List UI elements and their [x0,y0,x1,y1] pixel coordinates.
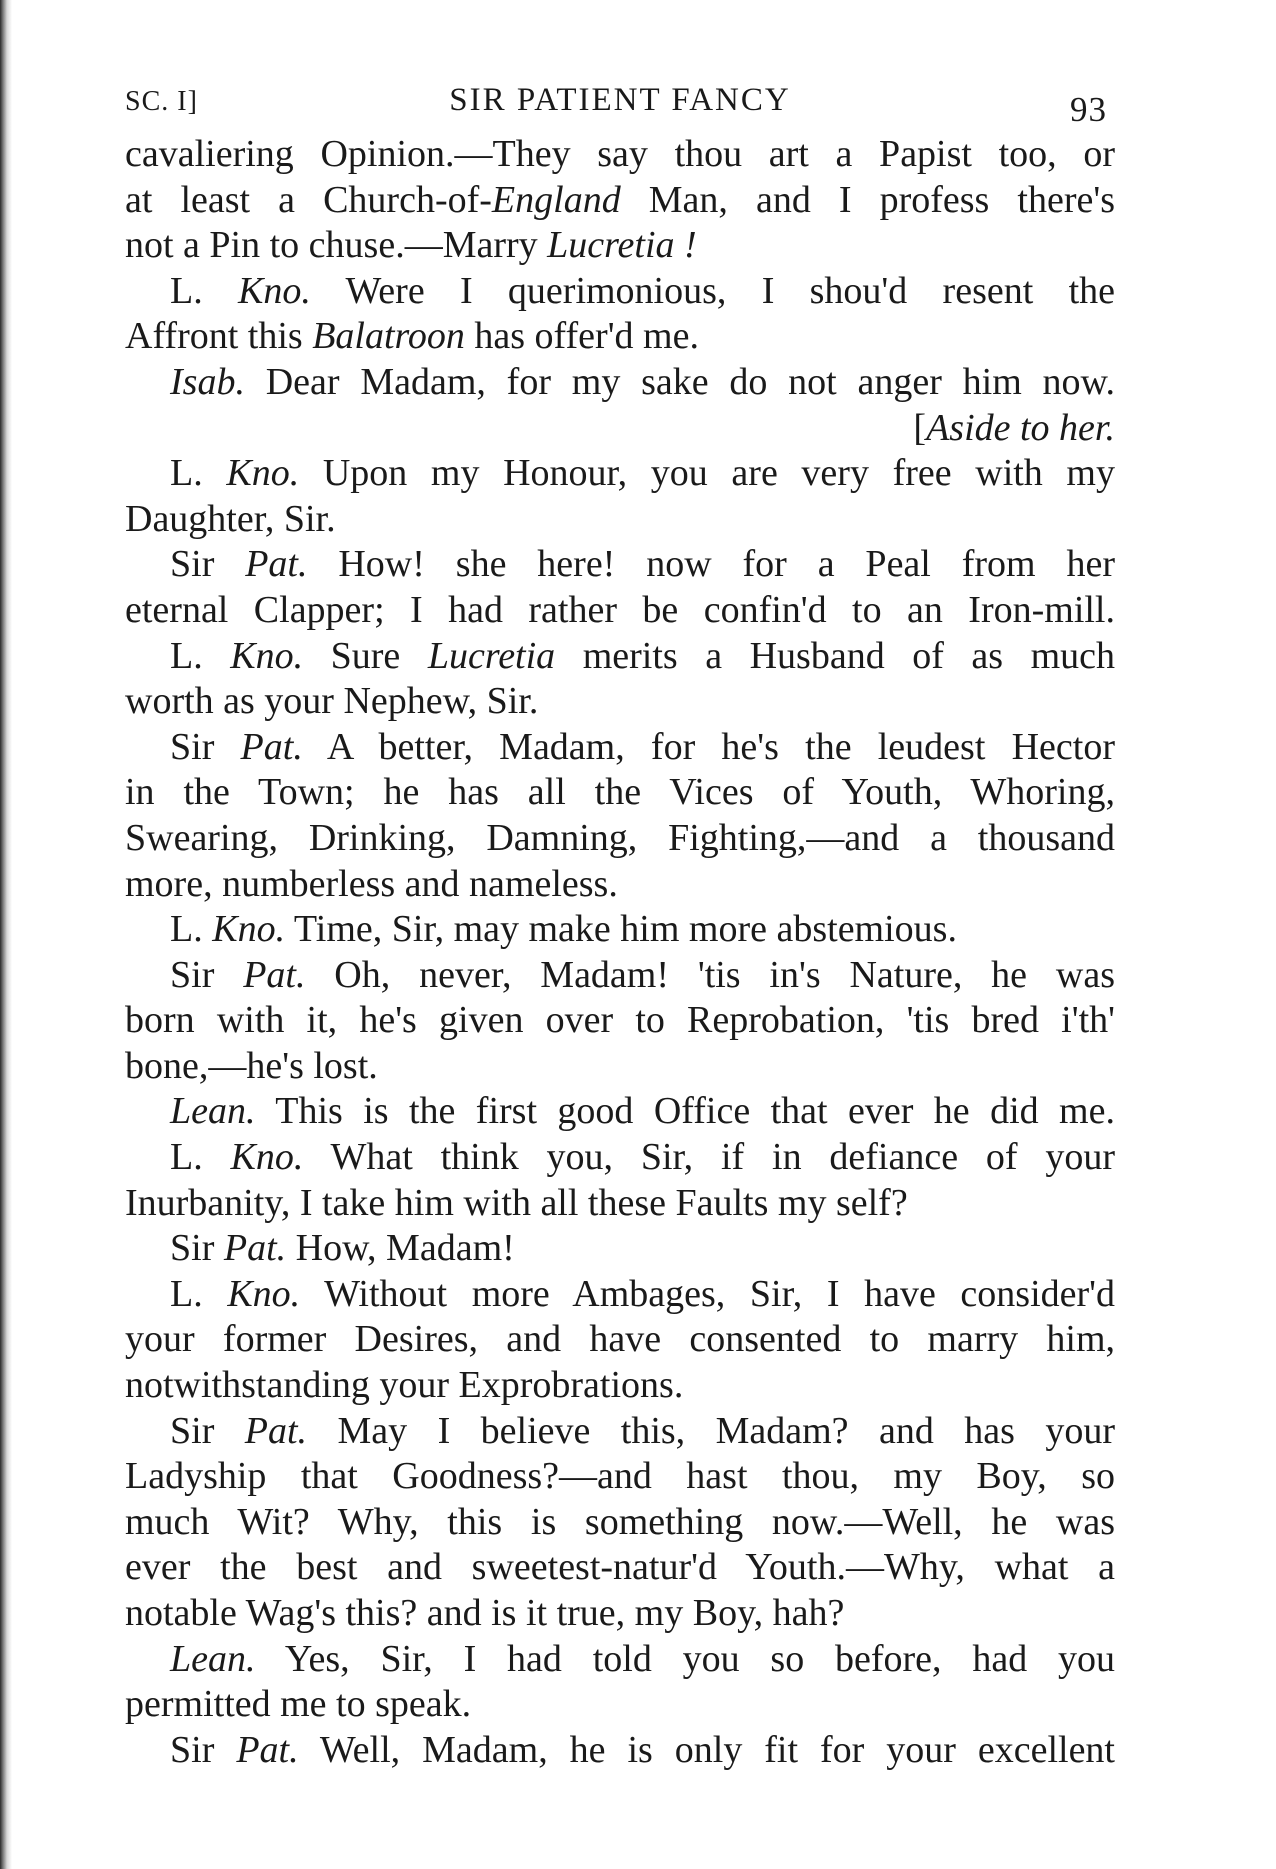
speech-line: L. Kno. Sure Lucretia merits a Husband of as much [170,634,1115,677]
text-line: Affront this Balatroon has offer'd me. [125,315,699,358]
speech-line: L. Kno. Without more Ambages, Sir, I have consider'd [170,1272,1115,1315]
text-line: cavaliering Opinion.—They say thou art a Papist too, or [125,133,1115,175]
speaker-name: Pat. [236,1728,299,1771]
speech-line: Sir Pat. Well, Madam, he is only fit for your excellent [170,1728,1115,1771]
speech-line: Isab. Dear Madam, for my sake do not anger him now. [170,360,1115,403]
page-text [125,132,1115,1773]
text-line: notwithstanding your Exprobrations. [125,1364,684,1407]
speaker-name: Kno. [230,1136,304,1179]
speaker-prefix: L. [170,269,239,312]
speaker-prefix: Sir [170,1409,245,1452]
speaker-prefix: L. [170,1272,228,1315]
speaker-name: Pat. [244,1409,308,1452]
speech-line: L. Kno. Were I querimonious, I shou'd resent the [170,269,1116,312]
page-number: 93 [1070,90,1107,129]
text-line: bone,—he's lost. [125,1044,378,1087]
text-line: your former Desires, and have consented to marry him, [125,1318,1115,1361]
speaker-prefix: L. [170,1136,231,1179]
speaker-name: Kno. [238,269,311,312]
running-header [125,82,1115,130]
speech-line: Lean. Yes, Sir, I had told you so before, had you [170,1637,1115,1680]
text-line: in the Town; he has all the Vices of Youth, Whoring, [125,771,1115,814]
speaker-prefix: L. [170,908,213,951]
binding-gutter-shadow [0,0,12,1869]
speech-line: Sir Pat. How! she here! now for a Peal from her [170,543,1115,586]
scene-marker: SC. I] [125,86,198,117]
text-line: permitted me to speak. [125,1683,472,1726]
text-line: Inurbanity, I take him with all these Faults my self? [125,1181,908,1224]
speaker-name: Lean. [170,1090,256,1133]
speech-line: Sir Pat. May I believe this, Madam? and has your [170,1409,1115,1452]
text-line: Daughter, Sir. [125,497,336,540]
text-line: at least a Church-of-England Man, and I profess there's [125,178,1115,221]
speaker-name: Kno. [226,452,300,495]
speaker-name: Isab. [170,360,245,403]
speaker-name: Lean. [170,1637,256,1680]
text-line: Ladyship that Goodness?—and hast thou, my Boy, so [125,1455,1115,1498]
text-line: worth as your Nephew, Sir. [125,680,539,723]
text-line: ever the best and sweetest-natur'd Youth.—Why, what a [125,1546,1115,1589]
speech-line: L. Kno. What think you, Sir, if in defiance of your [170,1136,1115,1179]
text-line: not a Pin to chuse.—Marry Lucretia ! [125,224,697,267]
speech-line: Lean. This is the first good Office that ever he did me. [170,1090,1115,1133]
speaker-name: Kno. [230,634,304,677]
text-line: notable Wag's this? and is it true, my Boy, hah? [125,1592,845,1634]
speaker-prefix: Sir [170,1728,237,1771]
text-line: eternal Clapper; I had rather be confin'd to an Iron-mill. [125,588,1115,631]
speaker-name: Pat. [243,953,306,996]
speaker-name: Kno. [227,1272,301,1315]
speech-line: Sir Pat. How, Madam! [170,1227,515,1270]
running-title: SIR PATIENT FANCY [449,82,791,118]
speaker-prefix: Sir [170,543,246,586]
speaker-name: Pat. [223,1227,287,1270]
speaker-name: Pat. [240,725,303,768]
speaker-name: Kno. [212,908,286,951]
stage-direction: [Aside to her. [913,406,1115,449]
speaker-name: Pat. [245,543,308,586]
text-line: born with it, he's given over to Reprobation, 'tis bred i'th' [125,999,1115,1042]
speaker-prefix: Sir [170,1227,224,1270]
speaker-prefix: L. [170,634,231,677]
text-line: more, numberless and nameless. [125,862,618,905]
speech-line: L. Kno. Time, Sir, may make him more abstemious. [170,908,957,951]
speech-line: Sir Pat. Oh, never, Madam! 'tis in's Nature, he was [170,953,1115,996]
text-line: much Wit? Why, this is something now.—Well, he was [125,1500,1115,1543]
speech-line: Sir Pat. A better, Madam, for he's the leudest Hector [170,725,1115,768]
speaker-prefix: Sir [170,953,244,996]
speech-line: L. Kno. Upon my Honour, you are very free with my [170,452,1115,495]
speaker-prefix: Sir [170,725,241,768]
speaker-prefix: L. [170,452,227,495]
text-line: Swearing, Drinking, Damning, Fighting,—and a thousand [125,816,1115,859]
